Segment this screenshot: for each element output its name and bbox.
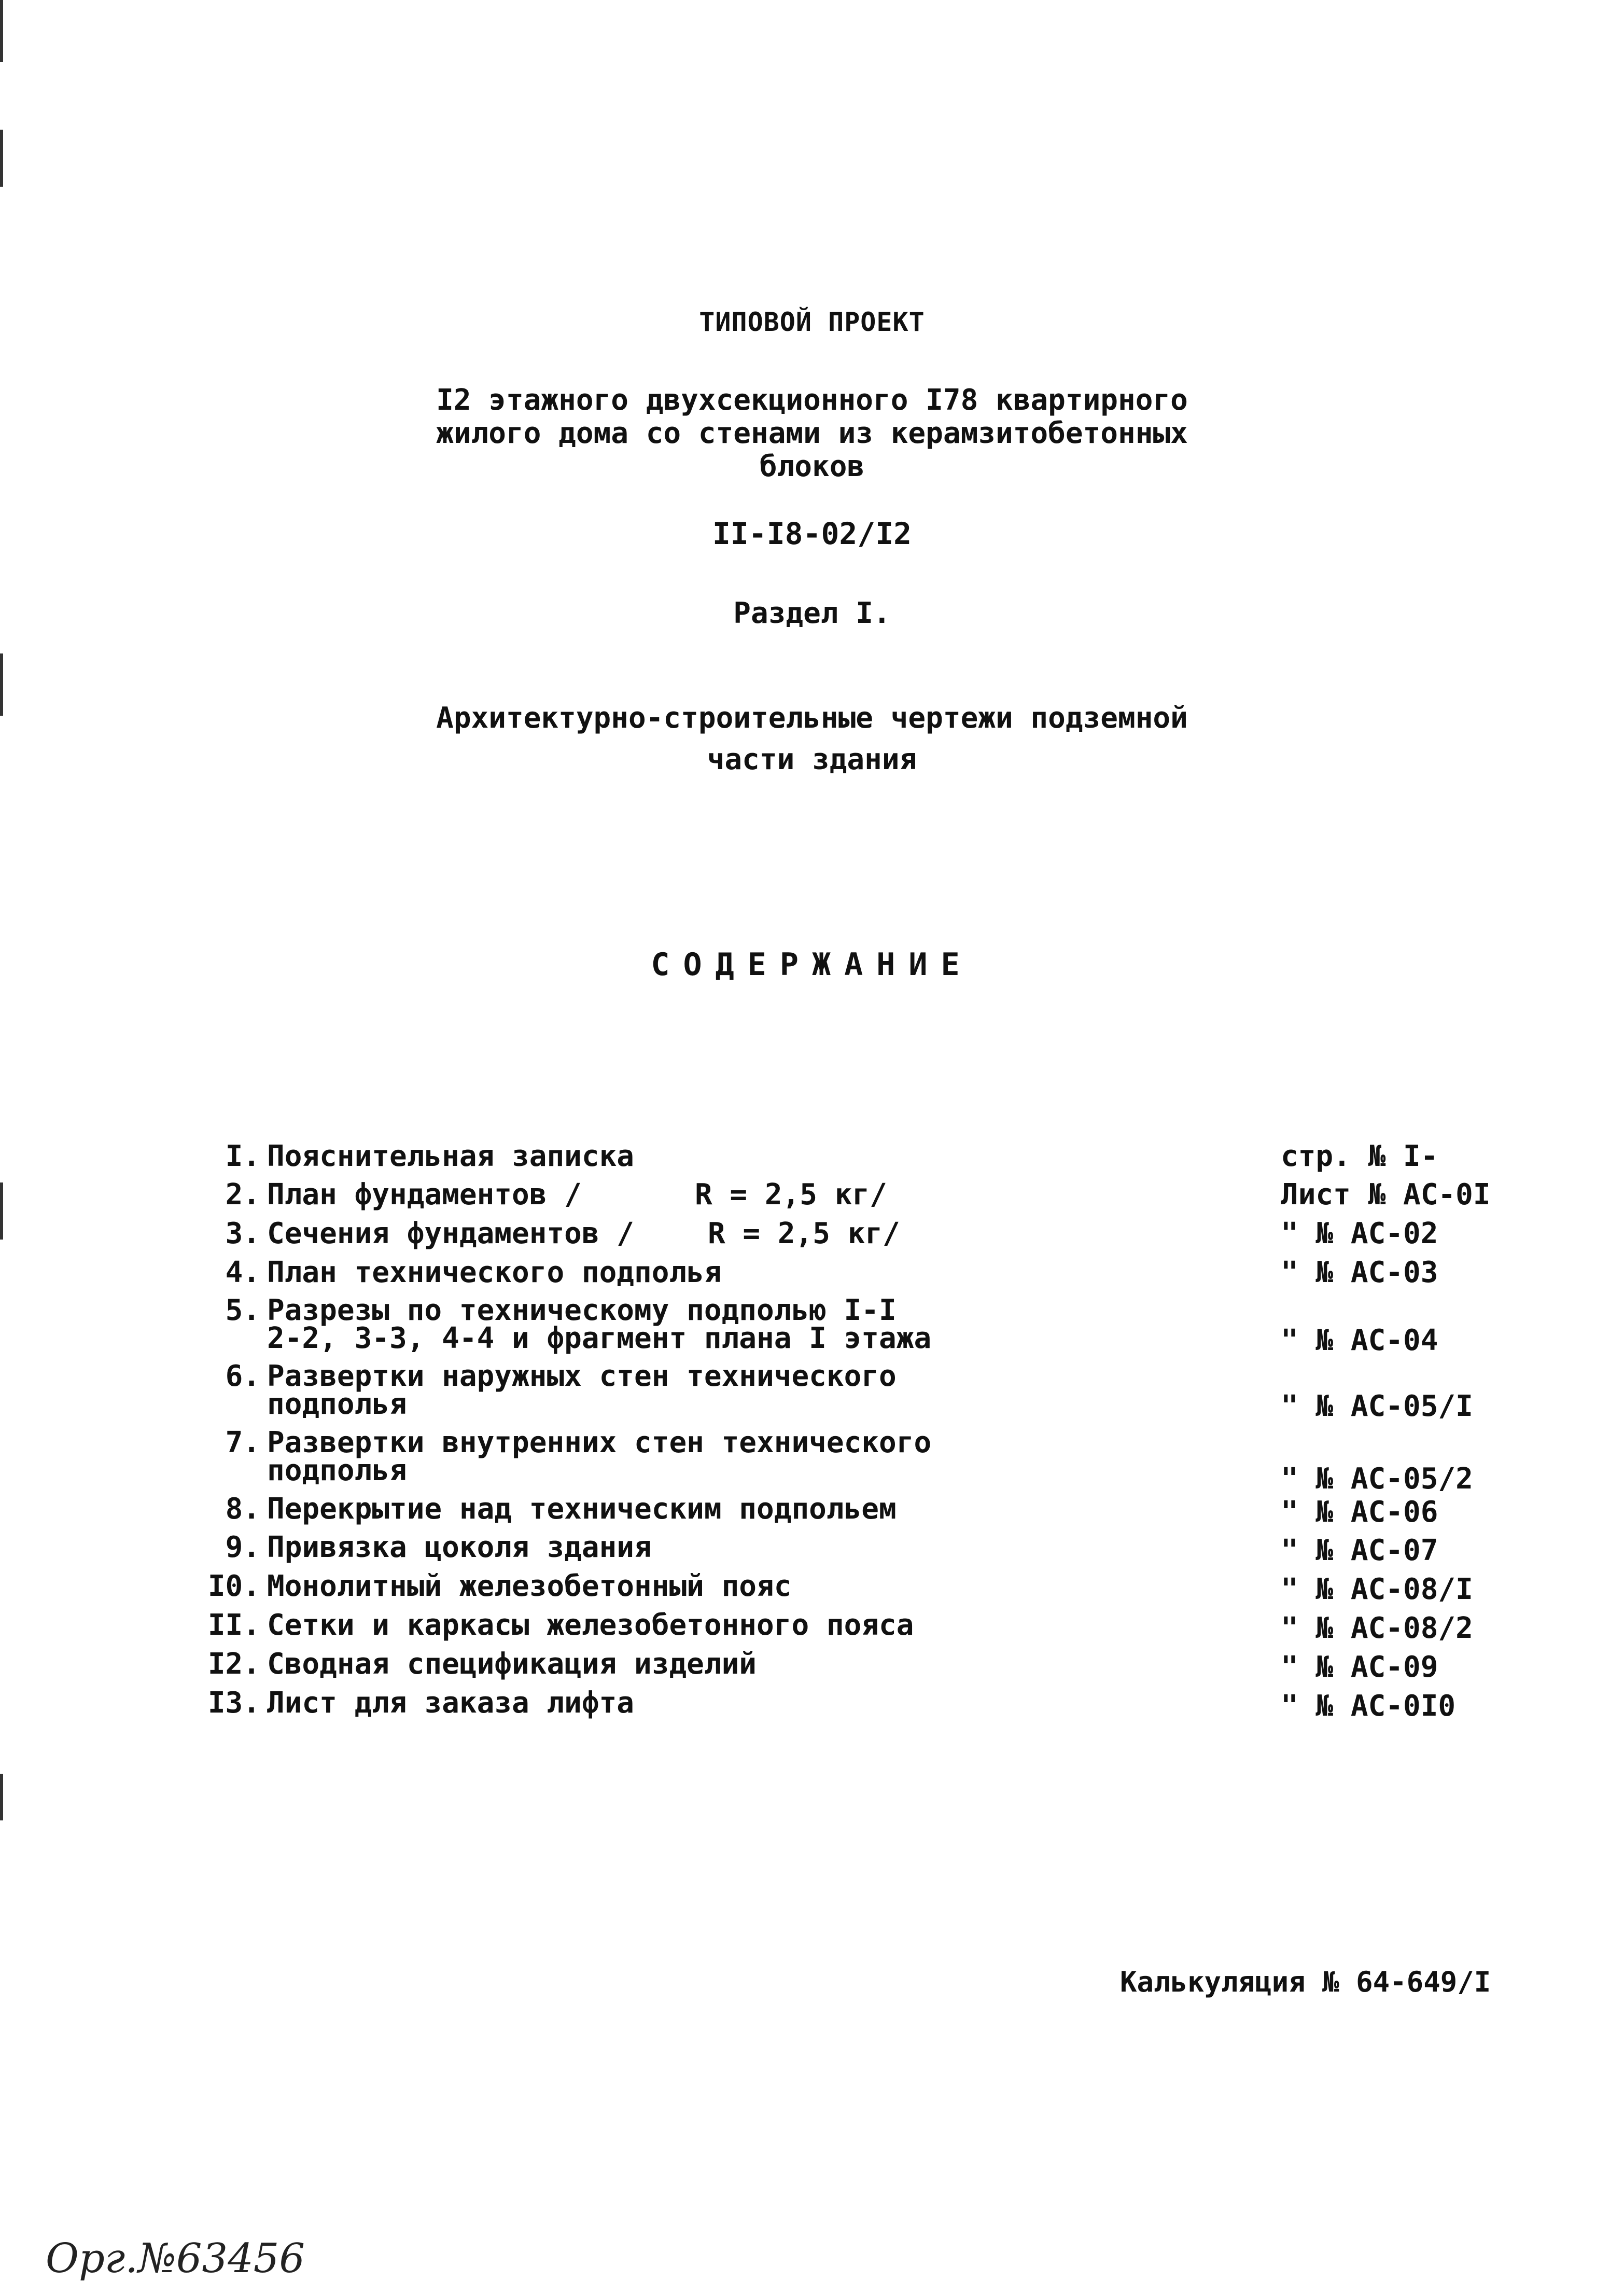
toc-item-number: I2. [207,1647,260,1681]
toc-item-sheet-ref: " № АС-05/2 [1281,1462,1473,1496]
section-name [0,698,1624,781]
toc-item-title [267,1293,932,1355]
scan-edge-mark [0,1774,3,1820]
toc-item-sheet-ref: " № АС-03 [1281,1256,1438,1289]
toc-item-title-line: Лист для заказа лифта [267,1686,635,1720]
document-title: ТИПОВОЙ ПРОЕКТ [699,307,925,337]
toc-item-sheet-ref: " № АС-08/I [1281,1573,1473,1606]
toc-item-number: 2. [225,1178,260,1212]
toc-item-title [267,1608,914,1642]
toc-item-title-line: Сетки и каркасы железобетонного пояса [267,1608,914,1642]
toc-item-title [267,1647,757,1681]
toc-item-title [267,1178,582,1212]
handwritten-archive-number: Орг.№63456 [46,2235,305,2282]
toc-item-sheet-ref: " № АС-07 [1281,1534,1438,1567]
subtitle-line: блоков [759,450,865,483]
toc-item-number: 5. [225,1293,260,1327]
subtitle-line: жилого дома со стенами из керамзитобетонных [436,416,1188,450]
toc-item-title [267,1530,652,1564]
toc-item-title [267,1569,792,1603]
toc-item-title [267,1256,722,1289]
toc-item-title [267,1686,635,1720]
toc-item-number: 7. [225,1426,260,1459]
toc-item-sheet-ref: " № АС-02 [1281,1217,1438,1250]
scan-edge-mark [0,0,3,62]
toc-item-title-line: План фундаментов / [267,1178,582,1212]
toc-item-title-line: Привязка цоколя здания [267,1530,652,1564]
toc-item-title-line: Перекрытие над техническим подпольем [267,1492,897,1526]
section-name-line: части здания [707,743,917,776]
toc-item-load-note: R = 2,5 кг/ [708,1217,900,1250]
toc-item-sheet-ref: " № АС-0I0 [1281,1689,1456,1723]
toc-item-title [267,1426,932,1487]
scan-edge-mark [0,1182,3,1240]
toc-item-sheet-ref: " № АС-09 [1281,1650,1438,1684]
toc-item-number: I. [225,1139,260,1173]
toc-item-title-line: Сводная спецификация изделий [267,1647,757,1681]
toc-item-title-line: Развертки наружных стен технического [267,1359,897,1393]
toc-item-title [267,1139,635,1173]
toc-item-sheet-ref: " № АС-04 [1281,1324,1438,1357]
toc-item-sheet-ref: " № АС-08/2 [1281,1611,1473,1645]
toc-item-title-line: Разрезы по техническому подполью I-I [267,1293,897,1327]
toc-item-sheet-ref: стр. № I- [1281,1139,1438,1173]
toc-item-title-line: Монолитный железобетонный пояс [267,1569,792,1603]
document-subtitle [0,384,1624,483]
toc-item-title-line: Развертки внутренних стен технического [267,1426,932,1459]
toc-item-load-note: R = 2,5 кг/ [695,1178,887,1212]
toc-item-title-line: 2-2, 3-3, 4-4 и фрагмент плана I этажа [267,1321,932,1355]
calculation-note: Калькуляция № 64-649/I [1120,1966,1491,1998]
toc-item-number: I3. [207,1686,260,1720]
toc-item-number: 9. [225,1530,260,1564]
toc-item-number: II. [207,1608,260,1642]
toc-item-title-line: Сечения фундаментов / [267,1217,635,1250]
toc-item-title-line: План технического подполья [267,1256,722,1289]
toc-item-title [267,1359,897,1421]
toc-item-sheet-ref: " № АС-05/I [1281,1389,1473,1423]
toc-item-number: 4. [225,1256,260,1289]
subtitle-line: I2 этажного двухсекционного I78 квартирного [436,383,1188,417]
toc-item-title-line: подполья [267,1387,407,1421]
toc-item-title-line: подполья [267,1454,407,1487]
toc-item-title [267,1217,635,1250]
section-name-line: Архитектурно-строительные чертежи подземной [436,701,1188,735]
toc-item-sheet-ref: Лист № АС-0I [1281,1178,1491,1212]
document-code: II-I8-02/I2 [712,516,912,551]
toc-item-number: 8. [225,1492,260,1526]
toc-item-number: 6. [225,1359,260,1393]
toc-item-number: I0. [207,1569,260,1603]
toc-item-title [267,1492,897,1526]
toc-item-sheet-ref: " № АС-06 [1281,1495,1438,1529]
section-label: Раздел I. [733,596,891,630]
scan-edge-mark [0,130,3,187]
contents-heading: СОДЕРЖАНИЕ [651,947,973,983]
toc-item-number: 3. [225,1217,260,1250]
toc-item-title-line: Пояснительная записка [267,1139,635,1173]
